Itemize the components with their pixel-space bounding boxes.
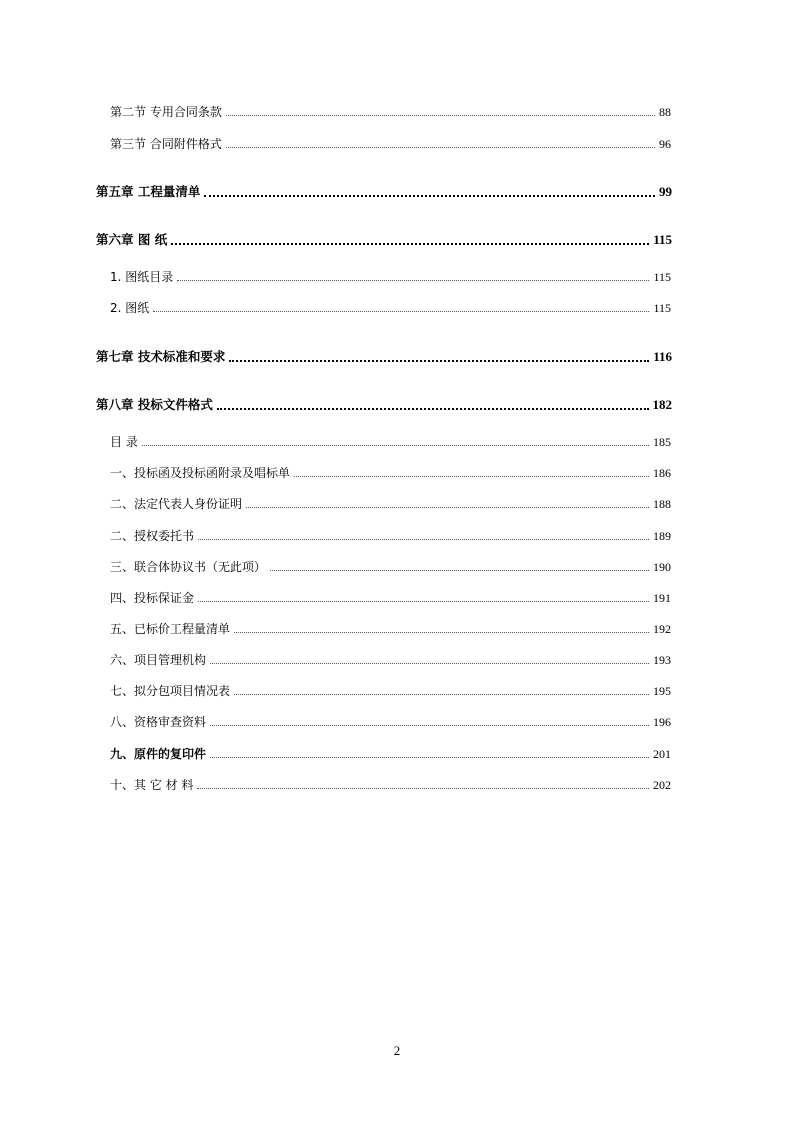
toc-chapter-label: 第六章 图 纸 xyxy=(96,232,168,247)
toc-entry-ch8-item[interactable] xyxy=(110,495,671,512)
toc-chapter-6[interactable] xyxy=(96,230,672,248)
toc-chapter-page: 115 xyxy=(653,232,672,247)
dot-leader xyxy=(171,242,649,245)
dot-leader xyxy=(226,114,655,116)
dot-leader xyxy=(229,359,649,362)
toc-entry-label: 一、投标函及投标函附录及唱标单 xyxy=(110,466,291,480)
toc-entry-ch6-item1[interactable] xyxy=(110,268,671,285)
toc-entry-page: 96 xyxy=(659,137,671,151)
toc-entry-ch8-item[interactable] xyxy=(110,464,671,481)
dot-leader xyxy=(234,631,649,633)
dot-leader xyxy=(197,787,649,789)
dot-leader xyxy=(246,506,649,508)
toc-entry-label: 六、项目管理机构 xyxy=(110,653,207,667)
toc-entry-ch8-item[interactable] xyxy=(110,527,671,544)
toc-chapter-8[interactable] xyxy=(96,395,672,413)
dot-leader xyxy=(198,600,649,602)
toc-chapter-5[interactable] xyxy=(96,182,672,200)
toc-entry-ch8-item[interactable] xyxy=(110,713,671,730)
toc-entry-label: 十、其 它 材 料 xyxy=(110,778,194,792)
dot-leader xyxy=(217,407,649,410)
toc-entry-ch8-item[interactable] xyxy=(110,745,671,762)
toc-chapter-label: 第五章 工程量清单 xyxy=(96,184,201,199)
toc-entry-label: 八、资格审查资料 xyxy=(110,715,207,729)
toc-entry-ch8-item[interactable] xyxy=(110,433,671,450)
dot-leader xyxy=(204,194,655,197)
toc-entry-label: 第三节 合同附件格式 xyxy=(110,137,222,151)
toc-entry-page: 193 xyxy=(653,653,671,667)
toc-entry-page: 88 xyxy=(659,105,671,119)
toc-entry-ch8-item[interactable] xyxy=(110,776,671,793)
toc-entry-label: 目 录 xyxy=(110,435,138,449)
dot-leader xyxy=(226,146,655,148)
toc-entry-page: 201 xyxy=(653,747,671,761)
dot-leader xyxy=(153,310,649,312)
toc-chapter-label: 第八章 投标文件格式 xyxy=(96,397,213,412)
dot-leader xyxy=(210,756,649,758)
toc-entry-ch8-item[interactable] xyxy=(110,589,671,606)
toc-entry-page: 186 xyxy=(653,466,671,480)
toc-entry-label: 七、拟分包项目情况表 xyxy=(110,684,231,698)
toc-chapter-page: 116 xyxy=(653,349,672,364)
page-number: 2 xyxy=(393,1043,401,1058)
toc-entry-page: 189 xyxy=(653,529,671,543)
dot-leader xyxy=(177,279,649,281)
toc-entry-section2[interactable] xyxy=(110,103,671,120)
toc-entry-page: 115 xyxy=(653,301,671,315)
toc-entry-ch6-item2[interactable] xyxy=(110,299,671,316)
toc-entry-ch8-item[interactable] xyxy=(110,682,671,699)
toc-entry-label: 二、授权委托书 xyxy=(110,529,195,543)
toc-entry-ch8-item[interactable] xyxy=(110,620,671,637)
toc-entry-page: 192 xyxy=(653,622,671,636)
toc-entry-label: 二、法定代表人身份证明 xyxy=(110,497,243,511)
toc-entry-section3[interactable] xyxy=(110,135,671,152)
toc-entry-label: 2. 图纸 xyxy=(110,301,150,315)
dot-leader xyxy=(234,693,649,695)
toc-chapter-page: 99 xyxy=(659,184,672,199)
toc-entry-page: 196 xyxy=(653,715,671,729)
toc-entry-ch8-item[interactable] xyxy=(110,651,671,668)
toc-entry-label: 1. 图纸目录 xyxy=(110,270,174,284)
toc-entry-page: 191 xyxy=(653,591,671,605)
toc-chapter-page: 182 xyxy=(652,397,672,412)
toc-chapter-7[interactable] xyxy=(96,347,672,365)
toc-chapter-label: 第七章 技术标准和要求 xyxy=(96,349,226,364)
dot-leader xyxy=(210,724,649,726)
toc-entry-label: 九、原件的复印件 xyxy=(110,747,207,761)
toc-entry-page: 190 xyxy=(653,560,671,574)
toc-entry-ch8-item[interactable] xyxy=(110,558,671,575)
dot-leader xyxy=(270,569,649,571)
dot-leader xyxy=(210,662,649,664)
toc-entry-label: 四、投标保证金 xyxy=(110,591,195,605)
dot-leader xyxy=(142,444,649,446)
toc-entry-page: 195 xyxy=(653,684,671,698)
toc-entry-page: 202 xyxy=(653,778,671,792)
toc-entry-page: 188 xyxy=(653,497,671,511)
dot-leader xyxy=(294,475,649,477)
toc-entry-page: 185 xyxy=(653,435,671,449)
toc-entry-label: 第二节 专用合同条款 xyxy=(110,105,222,119)
toc-entry-label: 三、联合体协议书（无此项） xyxy=(110,560,267,574)
toc-entry-label: 五、已标价工程量清单 xyxy=(110,622,231,636)
dot-leader xyxy=(198,538,649,540)
toc-entry-page: 115 xyxy=(653,270,671,284)
